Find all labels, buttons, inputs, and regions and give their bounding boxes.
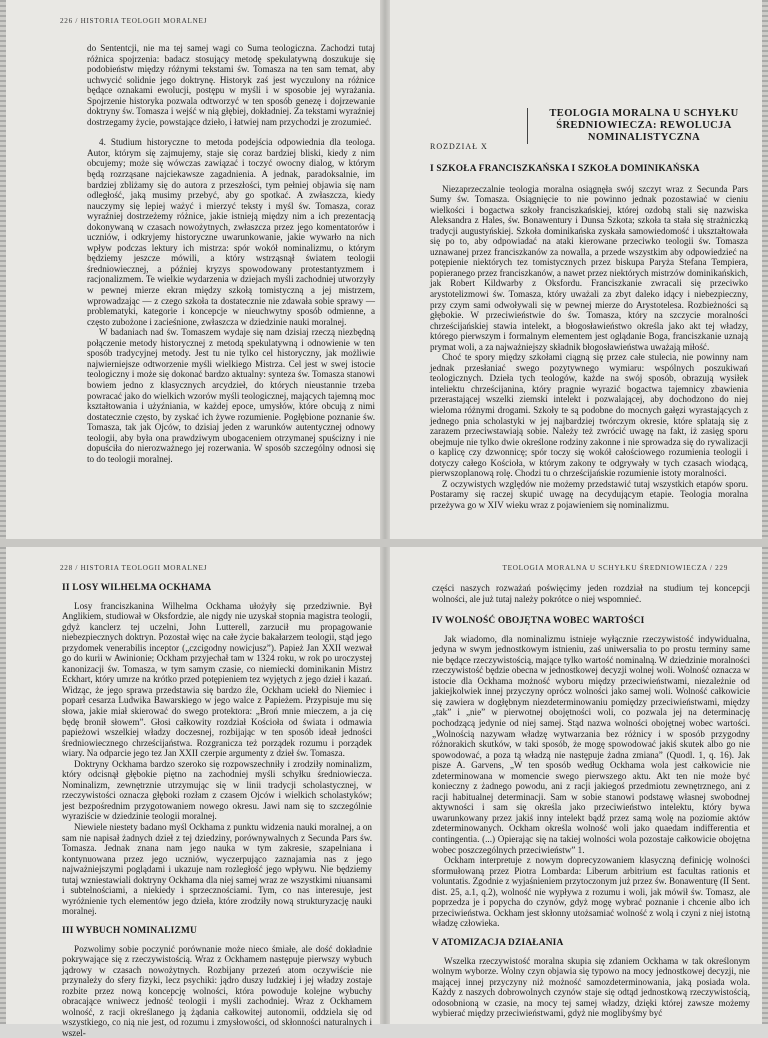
paragraph: Niewiele niestety badano myśl Ockhama z punktu widzenia nauki moralnej, a on sam nie napisał żadnych dzieł z tej dziedziny, porównywalnych z Secunda Pars św. Tomasza. Jednak znana nam jego nauka w tym zakresie, szapelniana i kontynuowana przez jego uczniów, wyczerpująco zaznajamia nas z jego najważniejszymi poglądami i ukazuje nam rozległość jego wpływu. Nie będziemy tutaj wzniestawiali doktryny Ockhama dla niej samej wraz ze wszystkimi niuansami i subtelnościami, a niekiedy i sprzecznościami. Tym, co nas interesuje, jest wyróżnienie tych elementów jego dzieła, które zrodziły nową strukturyzację nauki moralnej. bbox=[62, 822, 372, 917]
running-head: 228 / HISTORIA TEOLOGII MORALNEJ bbox=[60, 564, 207, 572]
section-heading: IV WOLNOŚĆ OBOJĘTNA WOBEC WARTOŚCI bbox=[432, 616, 750, 627]
page-text bbox=[432, 583, 750, 1019]
page-text bbox=[62, 583, 372, 1038]
page-226 bbox=[0, 0, 380, 539]
scan-divider bbox=[0, 539, 768, 547]
book-gutter bbox=[380, 0, 390, 1024]
chapter-label: ROZDZIAŁ X bbox=[430, 142, 488, 151]
paragraph: Losy franciszkanina Wilhelma Ockhama ułożyły się przedziwnie. Był Anglikiem, studiował w Oksfordzie, ale nigdy nie uzyskał stopnia magistra teologii, gdyż kanclerz tej uczelni, John Lutterell, zarzucił mu propagowanie niebezpiecznych doktryn. Pozostał więc na całe życie bakałarzem teologii, stąd jego przydomek venerabilis inceptor („czcigodny nowicjusz”). Papież Jan XXII wezwał go do kurii w Awinionie; Ockham przyjechał tam w 1324 roku, w rok po uroczystej kanonizacji św. Tomasza, w tym samym czasie, co niemiecki dominikanin Mistrz Eckhart, który umrze na krótko przed potępieniem tez wyjętych z jego dzieł i kazań. Widząc, że jego sprawa przedstawia się bardzo źle, Ockham uciekł do Niemiec i poparł cesarza Ludwika Bawarskiego w jego walce z Papieżem. Przypisuje mu się słowa, jakie miał skierować do swego protektora: „Broń mnie mieczem, a ja cię będę bronił słowem”. Głosi całkowity rozdział Kościoła od świata i odmawia papieżowi wszelkiej władzy doczesnej, rozbijając w ten sposób ideał jedności średniowiecznego chrześcijaństwa. Rozgranicza też porządek rozumu i porządek wiary. Na odparcie jego tez Jan XXII czerpie argumenty z dzieł św. Tomasza. bbox=[62, 601, 372, 759]
running-head: 226 / HISTORIA TEOLOGII MORALNEJ bbox=[60, 17, 207, 25]
paragraph: Niezaprzeczalnie teologia moralna osiągnęła swój szczyt wraz z Secunda Pars Sumy św. Tomasza. Osiągnięcie to nie powinno jednak pozostawiać w cieniu wielkości i bogactwa szkoły franciszkańskiej, której ozdobą stali się nazwiska Aleksandra z Hales, św. Bonawentury i Dunsa Szkota; szkoła ta stała się strażniczką tradycji augustyńskiej. Szkoła dominikańska zyskała samowiedomość i ukształtowała się po to, aby odpowiadać na ataki kierowane przeciwko teologii św. Tomasza uznawanej przez franciszkanów za nowalla, a przede wszystkim aby odpowiedzieć na potępienie niektórych tez tomistycznych przez biskupa Paryża Stefana Tempiera, popieranego przez franciszkanów, a nawet przez niektórych mistrzów dominikańskich, jak Robert Kildwarby z Oksfordu. Franciszkanie zwracali się przeciwko arystotelizmowi św. Tomasza, który uważali za zbyt daleko idący i niebezpieczny, przy czym sami odwoływali się w pewnej mierze do Arystotelesa. Rozbieżności są głębokie. W przeciwieństwie do św. Tomasza, który na szczycie moralności chrześcijańskiej stawia intelekt, a błogosławieństwo określa jako akt tej władzy, którego pierwszym i formalnym elementem jest oglądanie Boga, franciszkanie uznają prymat woli, a za najważniejszy składnik błogosławieństwa uważają miłość. bbox=[430, 184, 748, 353]
paragraph: Choć te spory między szkołami ciągną się przez całe stulecia, nie powinny nam jednak przesłaniać swego pozytywnego wymiaru: wspólnych poszukiwań teologicznych. Dzieła tych teologów, każde na swój sposób, obrazują wysiłek inteliektu chrześcijanina, który pragnie wyrazić bogactwa tajemnicy zbawienia przerastającej wszelki ziemski intelekt i pozwalającej, aby dochodzono do niej wieloma różnymi drogami. Szkoły te są podobne do mocnych gałęzi wyrastających z jednego pnia scholastyki w jej najbardziej twórczym okresie, które splatają się z zarazem przeciwstawiają sobie. Należy też zwrócić uwagę na fakt, iż zasięg sporu obejmuje nie tylko dwie określone rodziny zakonne i nie sprowadza się do rywalizacji o kaplicę czy dzwonnicę; spór toczy się wokół całościowego rozumienia teologii i dotyczy całego Kościoła, w którym zakony te odgrywały w tych czasach wiodącą, pierwszoplanową rolę. Chodzi tu o chrześcijańskie rozumienie istoty moralności. bbox=[430, 352, 748, 479]
paragraph: Pozwolimy sobie poczynić porównanie może nieco śmiałe, ale dość dokładnie pokrywające się z rzeczywistością. Wraz z Ockhamem następuje pierwszy wybuch jądrowy w czasach nowożytnych. Rozbijany przezeń atom oczywiście nie przynależy do sfery fizyki, lecz psychiki: jądro duszy ludzkiej i jej władzy zostaje rozbite przez nową koncepcję wolności, która powoduje kolejne wybuchy obracające wniwecz jedność teologii i myśli zachodniej. Wraz z Ockhamem wolność, z racji określanego ją żądania całkowitej autonomii, oddziela się od wszystkiego, co nią nie jest, od rozumu i zmysłowości, od skłonności naturalnych i wszel- bbox=[62, 944, 372, 1038]
page-229 bbox=[390, 547, 768, 1024]
page-text bbox=[430, 164, 748, 511]
paragraph: Ockham interpretuje z nowym doprecyzowaniem klasyczną definicję wolności sformułowaną przez Piotra Lombarda: Liberum arbitrium est facultas rationis et voluntatis. Zgodnie z wyjaśnieniem przytoczonym już przez św. Bonawenturę (II Sent. dist. 25, a.1, q.2), wolność nie wypływa z rozumu i woli, jak mówił św. Tomasz, ale poprzedza je i popycha do czynów, gdyż mogę wybrać poznanie i chcenie albo ich przeciwieństwa. Ockham jest skłonny utożsamiać wolność z wolą i czyni z niej istotną władzę człowieka. bbox=[432, 855, 750, 929]
paragraph: części naszych rozważań poświęcimy jeden rozdział na studium tej koncepcji wolności, ale już tutaj należy pokrótce o niej wspomnieć. bbox=[432, 583, 750, 604]
paragraph: Z oczywistych względów nie możemy przedstawić tutaj wszystkich etapów sporu. Postaramy się raczej skupić uwagę na decydującym etapie. Teologia moralna przeżywa go w XIV wieku wraz z pojawieniem się nominalizmu. bbox=[430, 479, 748, 511]
paragraph: Doktryny Ockhama bardzo szeroko się rozpowszechniły i zrodziły nominalizm, który odcisnął głębokie piętno na zachodniej myśli schyłku średniowiecza. Nominalizm, zewnętrznie utrzymując się w linii tradycji scholastycznej, w rzeczywistości oznacza głęboki rozłam z czasem Ojców i wielkich scholastyków; jest bezpośrednim przygotowaniem nowego okresu. Jawi nam się to szczególnie wyraziście w dziedzinie teologii moralnej. bbox=[62, 759, 372, 822]
page-228 bbox=[0, 547, 380, 1024]
paragraph: Wszelka rzeczywistość moralna skupia się zdaniem Ockhama w tak określonym wolnym wyborze. Wolny czyn objawia się typowo na mocy jednostkowej decyzji, nie mającej innej przyczyny niż możność samozdeterminowania, jaką posiada wola. Każdy z naszych dobrowolnych czynów staje się odtąd jednostkową rzeczywistością, odosobnioną w czasie, na mocy tej samej władzy, dzięki której zawsze możemy wybierać między przeciwieństwami, gdyż nie moglibyśmy być bbox=[432, 956, 750, 1019]
page-edge-right bbox=[762, 547, 768, 1024]
paragraph: Jak wiadomo, dla nominalizmu istnieje wyłącznie rzeczywistość indywidualna, jedyna w swym jednostkowym istnieniu, zaś uniwersalia to po prostu terminy same nie będące rzeczywistością, mające tylko wartość nominalną. W dziedzinie moralności rzeczywistość będzie obecna w jednostkowej decyzji wolnej woli. Wolność oznacza w istocie dla Ockhama możność wyboru między przeciwieństwami, niezależnie od jakiejkolwiek innej przyczyny oprócz wolności jako samej woli. Wolność całkowicie się zawiera w dogłębnym niezdeterminowaniu pomiędzy przeciwieństwami, między „tak” i „nie” w pierwotnej obojętności woli, co pozwala jej na determinację pochodzącą jedynie od niej samej. Stąd nazwa wolności obojętnej wobec wartości. „Wolnością nazywam władzę wytwarzania bez różnicy i w sposób przygodny różnorakich skutków, w taki sposób, że mogę spowodować jakiś skutek albo go nie spowodować, a poza tą władzą nie następuje żadna zmiana” (Quodl. 1, q. 16). Jak pisze A. Garvens, „W ten sposób według Ockhama wola jest całkowicie nie zdeterminowana w momencie swego pierwszego aktu. Akt ten nie może być konieczny z żadnego powodu, ani z racji jakiegoś przedmiotu zewnętrznego, ani z racji habitualnej determinacji. Sam w sobie stanowi podstawę własnej swobodnej aktywności i sam się określa jako przeciwieństwo intelektu, który bywa uwarunkowany przez jakiś inny intelekt bądź przez samą wolę na poziomie aktów zdeterminowanych. Ockham określa wolność woli jako quaedam indifferentia et contingentia. (...) Opierając się na takiej wolności wola pozostaje całkowicie obojętna wobec poszczególnych przeciwieństw” 1. bbox=[432, 634, 750, 855]
section-heading: II LOSY WILHELMA OCKHAMA bbox=[62, 583, 372, 594]
running-head: TEOLOGIA MORALNA U SCHYŁKU ŚREDNIOWIECZA / 229 bbox=[503, 564, 728, 572]
chapter-heading bbox=[430, 104, 750, 152]
section-heading: V ATOMIZACJA DZIAŁANIA bbox=[432, 938, 750, 949]
page-edge-left bbox=[0, 0, 6, 539]
paragraph: do Sententcji, nie ma tej samej wagi co Suma teologiczna. Zachodzi tutaj różnica spojrzenia: badacz stosujący metodę spekulatywną doszukuje się podobieństw między różnymi tekstami św. Tomasza na ten sam temat, aby uchwycić solidnie jego doktrynę. Historyk zaś jest wyczulony na różnice będące oznakami ewolucji, postępu w myśli i w sposobie jej wyrażania. Spojrzenie historyka pozwala odtworzyć w ten sposób genezę i dojrzewanie doktryny św. Tomasza i wejść w nią głębiej, dokładniej. Za tekstami wyraźniej dostrzegamy życie, powstające dzieło, i łatwiej nam przychodzi je zrozumieć. bbox=[87, 43, 375, 127]
chapter-title: TEOLOGIA MORALNA U SCHYŁKU ŚREDNIOWIECZA: REWOLUCJA NOMINALISTYCZNA bbox=[527, 108, 754, 144]
page-text bbox=[87, 43, 375, 464]
paragraph: W badaniach nad św. Tomaszem wydaje się nam dzisiaj rzeczą niezbędną połączenie metody historycznej z metodą spekulatywną i odnowienie w ten sposób tradycyjnej metody. Jest tu nie tylko cel historyczny, jak możliwie najwierniejsze odtworzenie myśli wielkiego Mistrza. Cel jest w swej istocie teologiczny i może się dokonać bardzo aktualny: synteza św. Tomasza stanowi bowiem jedno z klasycznych arcydzieł, do których nieustannie trzeba powracać jako do wielkich wzorów myśli teologicznej, mających tajemną moc kształtowania i użyźniania, w każdej epoce, umysłów, które obcują z nimi dostatecznie często, by zyskać ich żywe rozumienie. Pogłębione poznanie św. Tomasza, tak jak Ojców, to dzisiaj jeden z warunków autentycznej odnowy teologii, aby była ona prawdziwym ubogaceniem otrzymanej spuścizny i nie dopuściła do nierozważnego jej rozerwania. W sposób szczególny odnosi się to do teologii moralnej. bbox=[87, 327, 375, 464]
page-edge-left bbox=[0, 547, 6, 1024]
section-heading: III WYBUCH NOMINALIZMU bbox=[62, 926, 372, 937]
section-heading: I SZKOŁA FRANCISZKAŃSKA I SZKOŁA DOMINIKAŃSKA bbox=[430, 164, 748, 175]
paragraph: 4. Studium historyczne to metoda podejścia odpowiednia dla teologa. Autor, którym się zajmujemy, staje się coraz bardziej bliski, kiedy z nim obcujemy; może się wówczas zawiązać i toczyć owocny dialog, w którym będą rozrząsane najciekawsze zagadnienia. A jednak, paradoksalnie, im bardziej zbliżamy się do autora z przeszłości, tym pełniej objawia się nam odległość, jaką musimy przebyć, aby go spotkać. A zwłaszcza, kiedy nauczymy się lepiej ważyć i mierzyć teksty i myśl św. Tomasza, coraz wyraźniej dostrzeżemy różnice, jakie istnieją między nim a ich prezentacją dokonywaną w czasach nowożytnych, zwłaszcza przez jego komentatorów i uczniów, i odkryjemy historyczne uwarunkowanie, jakie wywarło na nich wpływ podczas lektury ich mistrza: spór wokół nominalizmu, o którym będziemy jeszcze mówili, a który wstrząsnął światem teologii średniowiecznej, a później kryzys spowodowany protestantyzmem i racjonalizmem. Te wielkie wydarzenia w dziejach myśli zachodniej utworzyły w pewnej mierze ekran między szkołą tomistyczną a jej mistrzem, wprowadzając — z czego szkoła ta dostatecznie nie zdawała sobie sprawy — problematyki, kategorie i koncepcje w nieuchwytny sposób odmienne, a często zubożone i zacieśnione, zwłaszcza w dziedzinie nauki moralnej. bbox=[87, 137, 375, 327]
page-227 bbox=[390, 0, 768, 539]
page-edge-right bbox=[762, 0, 768, 539]
